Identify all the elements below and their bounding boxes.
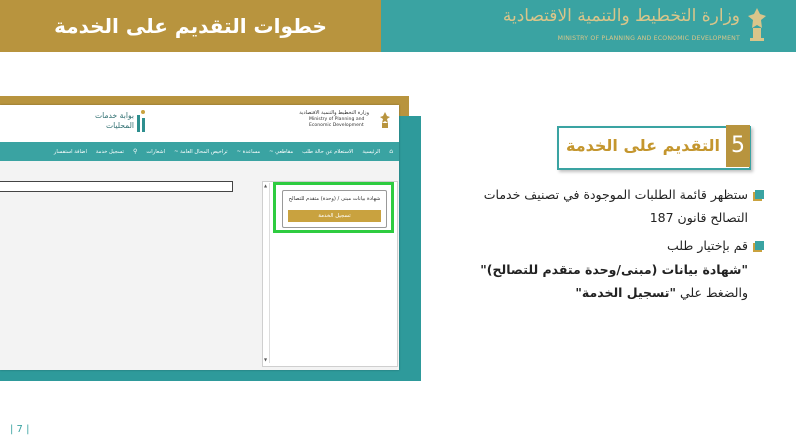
portal-header [0, 105, 399, 143]
site-ministry-arabic: وزارة التخطيط والتنمية الاقتصادية [299, 110, 369, 116]
bullet-icon [755, 241, 764, 250]
instruction-line-5 [575, 285, 748, 300]
search-icon[interactable]: ⚲ [132, 148, 138, 155]
service-card [282, 190, 387, 228]
instruction-line-2: التصالح قانون 187 [649, 210, 748, 225]
page-title: خطوات التقديم على الخدمة [54, 14, 327, 38]
title-banner [0, 0, 381, 52]
instruction-line-4: "شهادة بيانات (مبنى/وحدة متقدم للتصالح)" [480, 262, 748, 277]
scroll-up-icon[interactable]: ▲ [264, 183, 268, 188]
portal-body [0, 161, 399, 370]
home-icon[interactable]: ⌂ [389, 148, 393, 155]
ministry-banner [381, 0, 796, 52]
scroll-down-icon[interactable]: ▼ [264, 357, 268, 362]
search-input[interactable] [0, 181, 233, 192]
ministry-name-english: MINISTRY OF PLANNING AND ECONOMIC DEVELOPMENT [557, 35, 740, 42]
nav-request-status[interactable]: الاستعلام عن حالة طلب [302, 148, 354, 155]
highlighted-service [273, 182, 394, 233]
portal-screenshot [0, 105, 399, 370]
bullet-icon [755, 190, 764, 199]
nav-home[interactable]: الرئيسية [362, 148, 381, 155]
nav-requests-menu[interactable]: مقاطعي ~ [269, 148, 294, 155]
nav-add-inquiry[interactable]: اضافة استفسار [53, 148, 87, 155]
nav-shop-licenses-menu[interactable]: تراخيص المحال العامة ~ [174, 148, 228, 155]
instruction-line-1: ستظهر قائمة الطلبات الموجودة في تصنيف خدمات [483, 187, 748, 202]
portal-nav-bar [0, 142, 399, 161]
step-number: 5 [726, 125, 750, 167]
eagle-emblem-icon [746, 6, 768, 44]
site-emblem-icon [379, 111, 391, 129]
step-title: التقديم على الخدمة [566, 136, 720, 155]
ministry-name-arabic: وزارة التخطيط والتنمية الاقتصادية [502, 6, 740, 26]
nav-help-menu[interactable]: مساعدة ~ [236, 148, 261, 155]
page-number: | 7 | [10, 424, 30, 435]
instruction-line-3: قم بإختيار طلب [666, 238, 748, 253]
service-card-title: شهادة بيانات مبنى / (وحدة) متقدم للتصالح [288, 196, 381, 202]
register-service-button[interactable]: تسجيل الخدمة [288, 210, 381, 222]
portal-logo-icon [136, 109, 146, 133]
instruction-line-5-prefix: والضغط علي [675, 285, 748, 300]
instruction-line-5-bold: "تسجيل الخدمة" [575, 285, 676, 300]
site-ministry-english: Ministry of Planning and Economic Development [309, 117, 365, 128]
portal-name: بوابة خدمات المحليات [95, 111, 134, 130]
panel-scrollbar[interactable] [264, 183, 270, 363]
nav-notifications[interactable]: اشعارات [146, 148, 166, 155]
nav-register-service[interactable]: تسجيل خدمة [95, 148, 124, 155]
